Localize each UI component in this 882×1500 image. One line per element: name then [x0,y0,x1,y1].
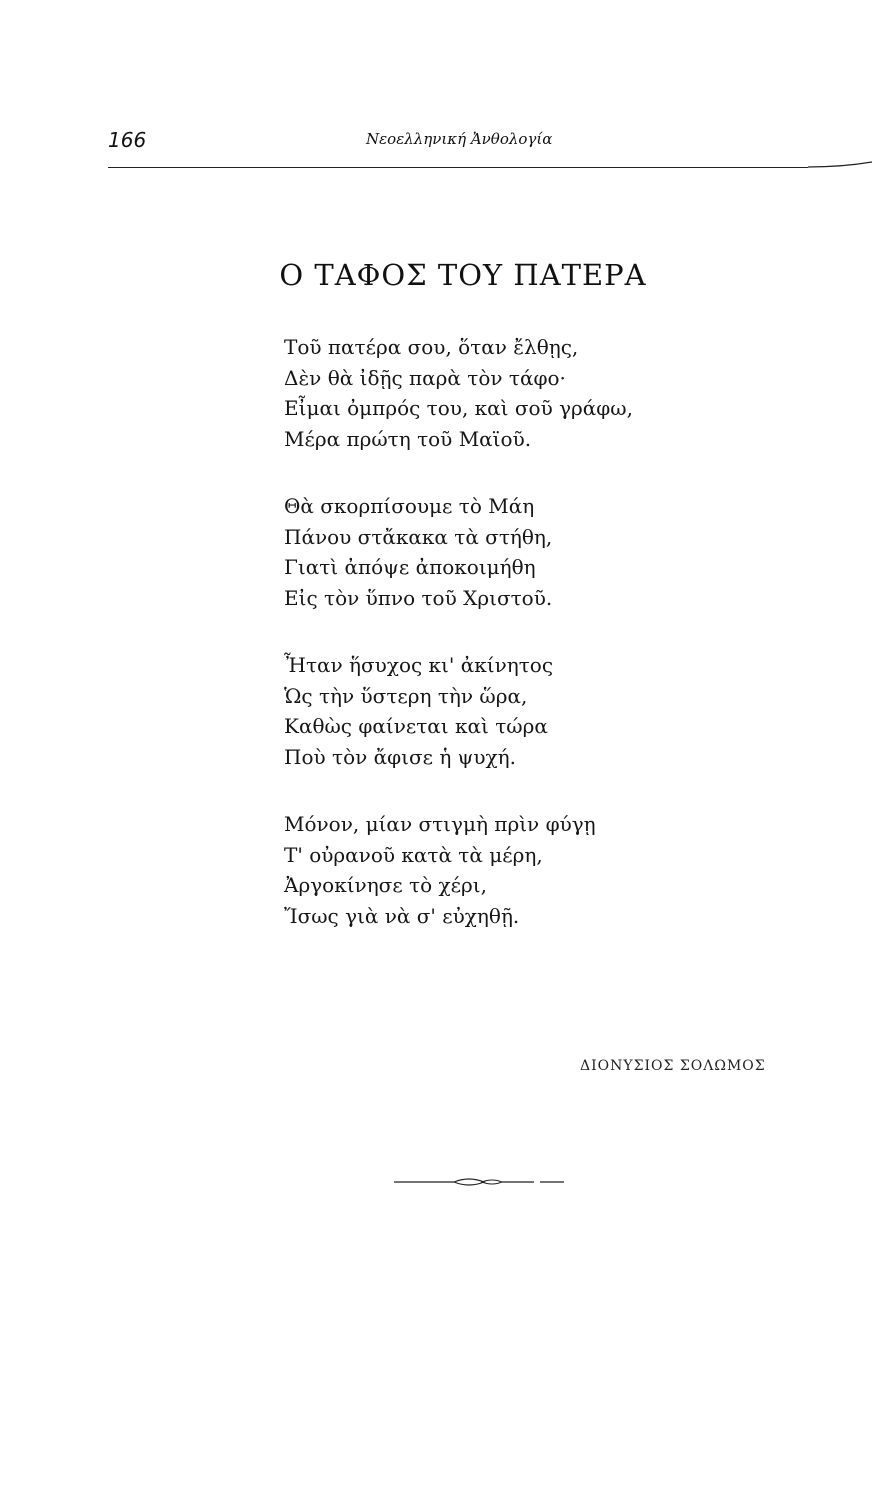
poem-line: Ἴσως γιὰ νὰ σ' εὐχηθῇ. [284,903,520,928]
running-head: Νεοελληνική Ἀνθολογία [366,130,553,148]
header-rule-flourish [808,161,872,169]
poem-author: ΔΙΟΝΥΣΙΟΣ ΣΟΛΩΜΟΣ [580,1058,766,1074]
poem-title: Ο ΤΑΦΟΣ ΤΟΥ ΠΑΤΕΡΑ [279,258,647,292]
page-header [108,128,828,158]
poem-line: Μέρα πρώτη τοῦ Μαϊοῦ. [284,426,532,451]
page-number: 166 [108,128,147,152]
poem-line: Θὰ σκορπίσουμε τὸ Μάη [284,494,535,518]
poem-line: Καθὼς φαίνεται καὶ τώρα [284,714,548,738]
poem-line: Μόνον, μίαν στιγμὴ πρὶν φύγῃ [284,812,596,836]
stanza [284,650,824,772]
poem-line: Γιατὶ ἀπόψε ἀποκοιμήθη [284,555,536,579]
poem-line: Τοῦ πατέρα σου, ὅταν ἔλθῃς, [284,335,579,359]
header-rule [108,167,808,168]
stanza [284,332,824,454]
stanza [284,809,824,931]
poem-line: Τ' οὐρανοῦ κατὰ τὰ μέρη, [284,842,543,867]
poem-line: Πάνου στἄκακα τὰ στήθη, [284,524,553,549]
poem-line: Ὡς τὴν ὕστερη τὴν ὥρα, [284,683,528,708]
poem-line: Ἀργοκίνησε τὸ χέρι, [284,873,487,897]
poem-line: Εἰς τὸν ὕπνο τοῦ Χριστοῦ. [284,585,553,610]
poem-line: Δὲν θὰ ἰδῇς παρὰ τὸν τάφο· [284,365,566,390]
stanza [284,491,824,613]
end-ornament [394,1174,564,1190]
poem-line: Εἶμαι ὀμπρός του, καὶ σοῦ γράφω, [284,396,633,420]
poem-line: Ἦταν ἥσυχος κι' ἀκίνητος [284,653,554,677]
poem-line: Ποὺ τὸν ἄφισε ἡ ψυχή. [284,744,516,769]
poem-body [284,332,824,968]
